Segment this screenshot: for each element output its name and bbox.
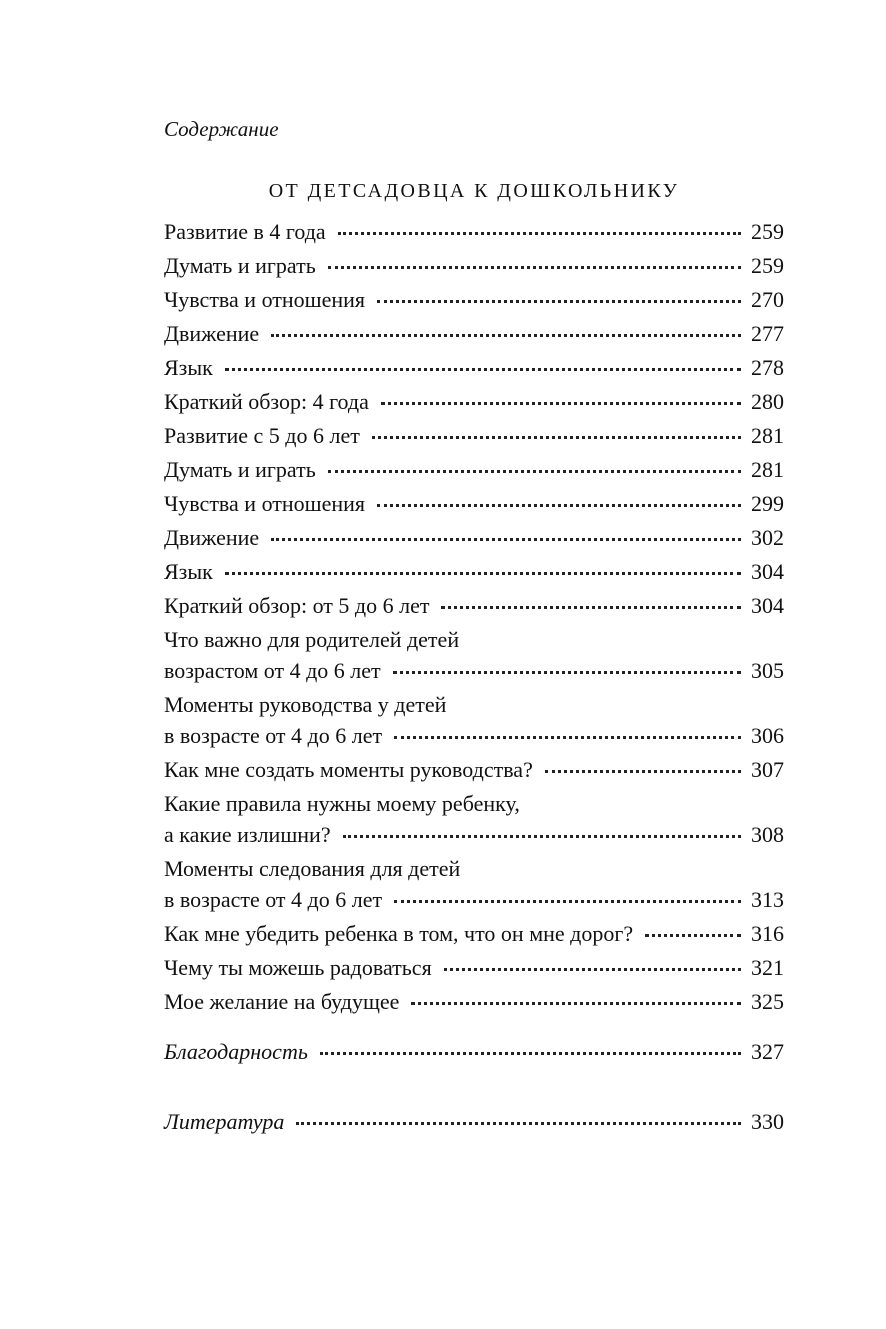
dot-leader: [225, 572, 741, 575]
entry-title: Чувства и отношения: [164, 287, 366, 312]
dot-leader: [411, 1002, 741, 1005]
entry-title: Как мне убедить ребенка в том, что он мне дорог?: [164, 921, 634, 946]
dot-leader: [444, 968, 741, 971]
toc-entry: [164, 986, 784, 1020]
page-number: 302: [751, 525, 784, 550]
section-title: ОТ ДЕТСАДОВЦА К ДОШКОЛЬНИКУ: [268, 180, 680, 202]
entry-title: Развитие с 5 до 6 лет: [164, 423, 360, 448]
entry-title: Чувства и отношения: [164, 491, 366, 516]
toc-entry: [164, 624, 784, 689]
entry-title: Движение: [164, 525, 260, 550]
page-number: 278: [751, 355, 784, 380]
toc-entry: [164, 952, 784, 986]
dot-leader: [225, 368, 741, 371]
page-number: 280: [751, 389, 784, 414]
page-number: 299: [751, 491, 784, 516]
table-of-contents: [164, 216, 784, 1140]
page-number: 325: [751, 989, 784, 1014]
dot-leader: [328, 266, 741, 269]
dot-leader: [320, 1052, 741, 1055]
toc-entry: [164, 689, 784, 754]
entry-title: в возрасте от 4 до 6 лет: [164, 723, 383, 748]
page-number: 306: [751, 723, 784, 748]
dot-leader: [377, 300, 741, 303]
dot-leader: [338, 232, 741, 235]
entry-title: Краткий обзор: 4 года: [164, 389, 369, 414]
dot-leader: [296, 1122, 741, 1125]
dot-leader: [393, 671, 741, 674]
entry-title: в возрасте от 4 до 6 лет: [164, 887, 383, 912]
toc-entry: [164, 352, 784, 386]
entry-title: Краткий обзор: от 5 до 6 лет: [164, 593, 430, 618]
page-number: 304: [751, 593, 784, 618]
toc-entry: [164, 918, 784, 952]
page-number: 307: [751, 757, 784, 782]
entry-title: Мое желание на будущее: [164, 989, 400, 1014]
page-number: 281: [751, 457, 784, 482]
dot-leader: [372, 436, 741, 439]
entry-title-line-1: Моменты руководства у детей: [164, 692, 447, 717]
toc-entry: [164, 488, 784, 522]
entry-title: Думать и играть: [164, 253, 316, 278]
toc-entry: [164, 454, 784, 488]
page-number: 305: [751, 658, 784, 683]
toc-entry: [164, 386, 784, 420]
entry-title: возрастом от 4 до 6 лет: [164, 658, 381, 683]
toc-entry: [164, 318, 784, 352]
page-number: 277: [751, 321, 784, 346]
page-number: 313: [751, 887, 784, 912]
dot-leader: [271, 538, 741, 541]
dot-leader: [645, 934, 741, 937]
entry-title: Язык: [164, 559, 213, 584]
dot-leader: [377, 504, 741, 507]
toc-entry: [164, 420, 784, 454]
page-number: 259: [751, 253, 784, 278]
entry-title: Развитие в 4 года: [164, 219, 326, 244]
toc-entry: [164, 284, 784, 318]
entry-title: Как мне создать моменты руководства?: [164, 757, 533, 782]
page-number: 308: [751, 822, 784, 847]
page-number: 321: [751, 955, 784, 980]
toc-entry: [164, 250, 784, 284]
dot-leader: [441, 606, 741, 609]
entry-title-line-1: Какие правила нужны моему ребенку,: [164, 791, 520, 816]
toc-entry: [164, 590, 784, 624]
running-head: Содержание: [164, 117, 279, 141]
entry-title: Думать и играть: [164, 457, 316, 482]
page-number: 330: [751, 1109, 784, 1134]
page-number: 281: [751, 423, 784, 448]
page-number: 270: [751, 287, 784, 312]
entry-title-line-1: Моменты следования для детей: [164, 856, 461, 881]
entry-title-line-1: Что важно для родителей детей: [164, 627, 460, 652]
toc-entry: [164, 788, 784, 853]
toc-entry: [164, 216, 784, 250]
dot-leader: [381, 402, 741, 405]
dot-leader: [545, 770, 741, 773]
toc-entry: [164, 556, 784, 590]
toc-entry-acknowledgements: [164, 1036, 784, 1070]
entry-title: а какие излишни?: [164, 822, 331, 847]
toc-entry: [164, 754, 784, 788]
dot-leader: [394, 900, 741, 903]
toc-entry-literature: [164, 1106, 784, 1140]
dot-leader: [271, 334, 741, 337]
toc-entry: [164, 853, 784, 918]
entry-title: Литература: [164, 1109, 285, 1134]
entry-title: Благодарность: [164, 1039, 308, 1064]
dot-leader: [328, 470, 741, 473]
entry-title: Чему ты можешь радоваться: [164, 955, 432, 980]
page-number: 327: [751, 1039, 784, 1064]
page-number: 304: [751, 559, 784, 584]
entry-title: Язык: [164, 355, 213, 380]
page-number: 259: [751, 219, 784, 244]
dot-leader: [343, 835, 741, 838]
entry-title: Движение: [164, 321, 260, 346]
toc-entry: [164, 522, 784, 556]
dot-leader: [394, 736, 741, 739]
page-number: 316: [751, 921, 784, 946]
